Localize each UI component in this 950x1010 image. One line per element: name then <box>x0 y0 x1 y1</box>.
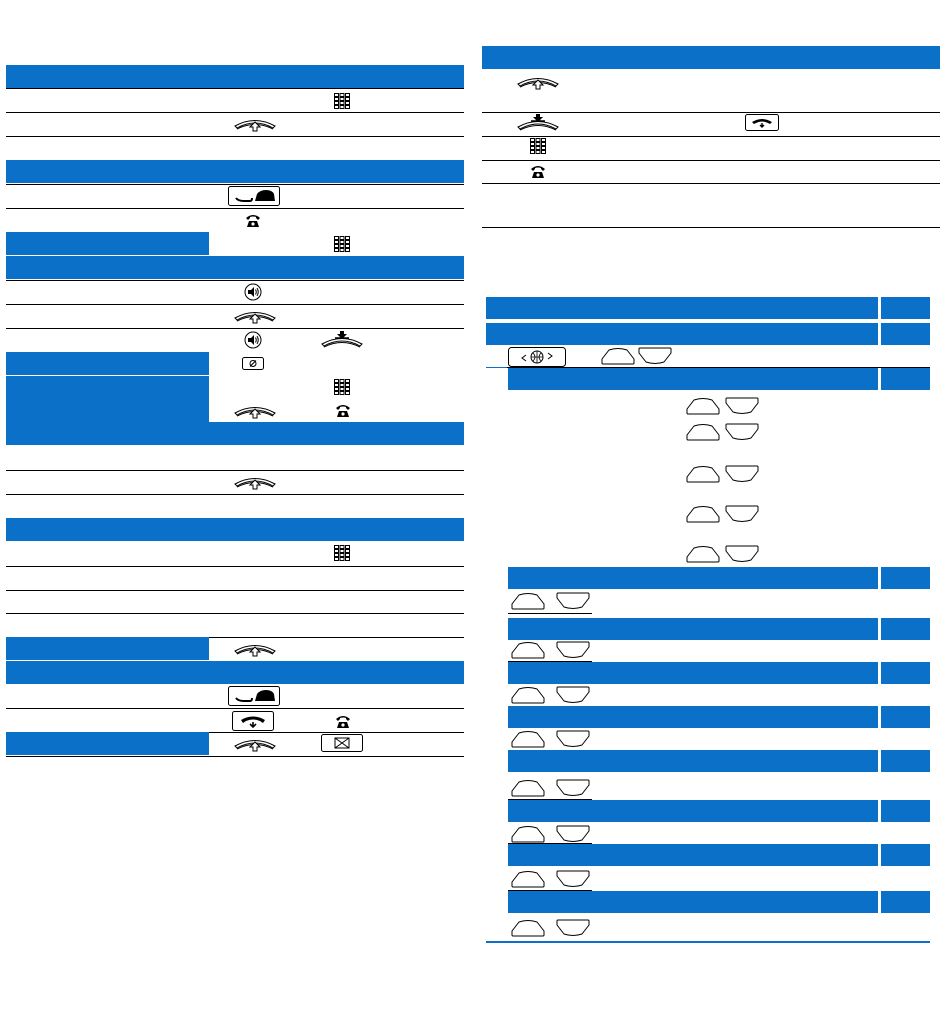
handsfree-key-icon <box>228 186 280 206</box>
submenu-header <box>508 750 878 772</box>
scroll-up-key-icon <box>686 505 720 523</box>
divider <box>482 227 940 228</box>
section-header <box>6 256 464 279</box>
submenu-header <box>508 618 878 640</box>
divider <box>482 183 940 184</box>
scroll-down-key-icon <box>725 397 759 415</box>
scroll-up-key-icon <box>686 397 720 415</box>
menu-header <box>486 323 878 345</box>
menu-key-icon <box>508 347 566 367</box>
speaker-key-icon <box>244 331 262 349</box>
lift-handset-icon <box>233 474 277 490</box>
step-header <box>6 376 209 399</box>
keypad-icon <box>333 378 351 396</box>
submenu-header <box>508 891 878 913</box>
scroll-up-key-icon <box>686 545 720 563</box>
divider <box>6 112 464 113</box>
divider <box>508 613 592 614</box>
section-header <box>6 160 464 183</box>
scroll-up-key-icon <box>511 730 545 748</box>
telephone-icon <box>530 163 546 179</box>
divider <box>6 88 464 89</box>
scroll-down-key-icon <box>725 505 759 523</box>
keypad-icon <box>333 235 351 253</box>
telephone-icon <box>335 713 351 729</box>
divider <box>6 184 464 185</box>
divider <box>6 470 464 471</box>
divider <box>6 566 464 567</box>
submenu-header <box>508 844 878 866</box>
scroll-down-key-icon <box>725 545 759 563</box>
step-header <box>6 399 209 422</box>
scroll-down-key-icon <box>556 825 590 843</box>
submenu-header <box>508 662 878 684</box>
divider <box>6 590 464 591</box>
telephone-icon <box>335 402 351 418</box>
scroll-down-key-icon <box>556 779 590 797</box>
scroll-up-key-icon <box>601 347 635 365</box>
scroll-down-key-icon <box>556 592 590 610</box>
submenu-header <box>508 706 878 728</box>
divider <box>482 160 940 161</box>
lift-handset-icon <box>233 641 277 657</box>
scroll-down-key-icon <box>725 465 759 483</box>
speaker-key-icon <box>244 283 262 301</box>
scroll-up-key-icon <box>511 779 545 797</box>
divider <box>6 304 464 305</box>
section-header <box>482 46 940 69</box>
scroll-down-key-icon <box>556 686 590 704</box>
bottom-rule <box>486 941 930 943</box>
release-key-icon <box>232 711 274 731</box>
submenu-header-cap <box>881 891 930 913</box>
mailbox-icon <box>321 734 363 752</box>
submenu-header-cap <box>881 618 930 640</box>
keypad-icon <box>333 544 351 562</box>
scroll-up-key-icon <box>686 423 720 441</box>
menu-header-cap <box>881 297 930 319</box>
submenu-header-cap <box>881 662 930 684</box>
mute-key-icon <box>242 357 264 370</box>
divider <box>6 280 464 281</box>
submenu-header <box>508 567 878 589</box>
step-header <box>6 232 209 255</box>
submenu-header-cap <box>881 706 930 728</box>
lift-handset-icon <box>233 736 277 752</box>
lift-handset-icon <box>233 403 277 419</box>
divider <box>6 756 464 757</box>
section-header <box>6 65 464 88</box>
handsfree-key-icon <box>228 686 280 706</box>
lift-handset-icon <box>233 116 277 132</box>
lift-handset-icon <box>516 74 560 90</box>
scroll-down-key-icon <box>556 919 590 937</box>
step-header <box>6 637 209 660</box>
scroll-up-key-icon <box>511 686 545 704</box>
section-header <box>6 518 464 541</box>
divider <box>6 708 464 709</box>
submenu-header <box>508 800 878 822</box>
divider <box>6 328 464 329</box>
section-header <box>6 422 464 445</box>
keypad-icon <box>333 92 351 110</box>
menu-header <box>486 297 878 319</box>
scroll-up-key-icon <box>686 465 720 483</box>
scroll-down-key-icon <box>556 870 590 888</box>
divider <box>6 494 464 495</box>
divider <box>482 136 940 137</box>
submenu-header-cap <box>881 567 930 589</box>
lift-handset-icon <box>233 308 277 324</box>
step-header <box>6 732 209 755</box>
menu-header-cap <box>881 323 930 345</box>
telephone-icon <box>245 212 261 228</box>
replace-handset-icon <box>516 113 560 133</box>
divider <box>6 136 464 137</box>
scroll-up-key-icon <box>511 641 545 659</box>
submenu-header-cap <box>881 844 930 866</box>
section-header <box>6 661 464 684</box>
scroll-down-key-icon <box>556 730 590 748</box>
scroll-up-key-icon <box>511 592 545 610</box>
scroll-down-key-icon <box>556 641 590 659</box>
divider <box>6 208 464 209</box>
submenu-header-cap <box>881 368 930 390</box>
submenu-header <box>508 368 878 390</box>
submenu-header-cap <box>881 750 930 772</box>
divider <box>6 613 464 614</box>
left-stub <box>486 367 507 368</box>
keypad-icon <box>529 137 547 155</box>
replace-handset-icon <box>320 330 364 350</box>
submenu-header-cap <box>881 800 930 822</box>
scroll-down-key-icon <box>725 423 759 441</box>
step-header <box>6 352 209 375</box>
scroll-up-key-icon <box>511 825 545 843</box>
scroll-up-key-icon <box>511 870 545 888</box>
scroll-down-key-icon <box>638 347 672 365</box>
scroll-up-key-icon <box>511 919 545 937</box>
release-key-icon <box>745 114 779 131</box>
